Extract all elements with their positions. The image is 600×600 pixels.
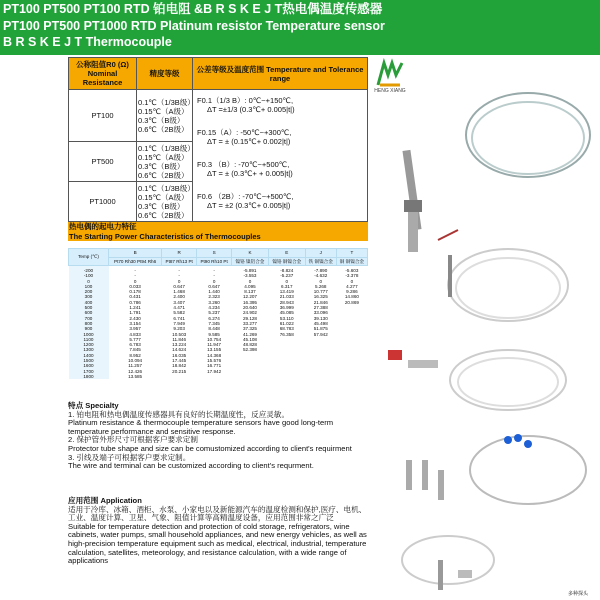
power-cell: 0 — [285, 278, 289, 284]
power-cell: 1100 — [83, 336, 94, 342]
power-cell: 1700 — [83, 368, 94, 374]
power-cell: 41.269 — [242, 331, 257, 337]
power-cell: 48.828 — [242, 342, 257, 348]
power-title-bar — [68, 222, 368, 241]
power-cell: 4.277 — [346, 283, 358, 289]
power-cell: 14.860 — [344, 294, 359, 300]
power-sub-b: Pt70 Rh30 Pt94 Rh6 — [109, 257, 162, 266]
probe-photo-3 — [388, 350, 566, 410]
power-cell: 16.395 — [242, 299, 257, 305]
power-cell: 16.771 — [207, 363, 222, 369]
model-pt1000: PT1000 — [69, 182, 137, 222]
power-cell: 500 — [84, 305, 93, 311]
power-col-s — [197, 266, 232, 380]
application-title: 应用范围 Application — [68, 496, 142, 505]
power-cell: 800 — [84, 320, 93, 326]
power-cell: 7.845 — [129, 347, 141, 353]
power-cell: - — [134, 268, 136, 273]
probe-photo-1 — [402, 93, 590, 252]
power-cell: 17.445 — [172, 358, 187, 364]
power-cell: 200 — [84, 289, 93, 295]
power-cell: 3.154 — [129, 320, 141, 326]
power-col-j — [305, 266, 336, 380]
power-cell — [197, 374, 232, 379]
power-header-j: J — [305, 249, 336, 258]
power-cell: -5.891 — [243, 268, 257, 273]
specialty-p2-cn: 2. 保护管外形尺寸可根据客户要求定制 — [68, 435, 198, 445]
power-cell: 57.942 — [313, 331, 328, 337]
power-cell: 0 — [248, 278, 252, 284]
power-cell — [268, 374, 305, 379]
power-sub-s: Pt90 Rh10 Pt — [197, 257, 232, 266]
range-cell: F0.1（1/3 B）: 0℃~+150℃, ΔT =±1/3 (0.3℃+ 0.005|t|) F0.15（A）: -50℃~+300℃, ΔT = ± (0.15℃+ 0.002|t|) F0.3 （B）: -70℃~+500℃, ΔT = ± (0.3℃+ + 0.005|t|) F0.6 （2B）: -70℃~+500℃, ΔT = ±2 (0.3℃+ 0.005|t|) — [193, 90, 368, 222]
power-cell: - — [178, 268, 180, 273]
power-cell: 24.902 — [242, 310, 257, 316]
power-sub-j: 铁 铜镍合金 — [305, 257, 336, 266]
banner-line-2: PT100 PT500 PT1000 RTD Platinum resistor Temperature sensor — [3, 19, 385, 33]
power-cell: 1.791 — [129, 310, 141, 316]
power-cell: 33.277 — [242, 320, 257, 326]
power-header-temp: Temp (℃) — [69, 249, 109, 266]
power-sub-k: 镍铬 镍铝合金 — [232, 257, 269, 266]
power-cell: 16.035 — [172, 352, 187, 358]
power-cell: 0.647 — [208, 283, 220, 289]
power-cell: 7.345 — [208, 320, 220, 326]
power-cell: 10.503 — [172, 331, 187, 337]
power-cell: 4.833 — [129, 331, 141, 337]
power-cell: -5.237 — [280, 273, 294, 279]
power-header-s: S — [197, 249, 232, 258]
power-cell: 10.777 — [313, 289, 328, 295]
power-cell: 1600 — [83, 363, 94, 369]
power-cell: -5.603 — [345, 268, 359, 273]
power-cell: 1200 — [83, 342, 94, 348]
application-en: Suitable for temperature detection and protection of cold storage, refrigerators, wine cabinets, water pumps, small household appliances, and new energy vehicles, as well as high-precision temperature equipment such as medical, electrical, industrial, temperature calculation, satellites, meteorology, and resistance calculation, with a wide range of applications — [68, 521, 367, 566]
power-cell: 13.224 — [172, 342, 187, 348]
power-cell: 1.440 — [208, 289, 220, 295]
power-cell: 21.033 — [279, 294, 294, 300]
power-cell: 9.203 — [173, 326, 185, 332]
power-cell: 3.957 — [129, 326, 141, 332]
power-cell: 0 — [87, 278, 90, 284]
power-cell: 300 — [84, 294, 93, 300]
power-cell: 0.178 — [129, 289, 141, 295]
power-cell: 20.215 — [172, 368, 187, 374]
power-sub-e: 镍铬 铜镍合金 — [268, 257, 305, 266]
power-cell: 27.388 — [313, 305, 328, 311]
power-cell: 0 — [319, 278, 323, 284]
power-cell: 400 — [84, 299, 93, 305]
power-col-t — [336, 266, 367, 380]
power-header-e: E — [268, 249, 305, 258]
power-cell: 2.400 — [173, 294, 185, 300]
banner-line-1: PT100 PT500 PT100 RTD 铂电阻 &B R S K E J T热电偶温度传感器 — [3, 2, 383, 16]
power-cell: 1.241 — [129, 305, 141, 311]
power-title-cn: 热电偶的起电力特征 — [69, 222, 137, 231]
power-cell: - — [178, 273, 180, 279]
power-cell: 45.108 — [242, 336, 257, 342]
power-cell — [305, 374, 336, 379]
power-cell: 0 — [133, 278, 137, 284]
power-cell: 15.576 — [207, 358, 222, 364]
power-cell: 18.842 — [172, 363, 187, 369]
power-cell: 51.875 — [313, 326, 328, 332]
power-header-r: R — [162, 249, 197, 258]
probe-photo-4 — [406, 434, 586, 504]
power-cell: 1500 — [83, 358, 94, 364]
tolerance-table — [68, 57, 368, 222]
specialty-p3-en: The wire and terminal can be customized according to client's requrment. — [68, 461, 314, 471]
power-cell — [232, 374, 269, 379]
power-col-r — [162, 266, 197, 380]
power-cell: 45.498 — [313, 320, 328, 326]
power-cell: -7.890 — [314, 268, 328, 273]
power-cell: 1.468 — [173, 289, 185, 295]
model-pt100: PT100 — [69, 90, 137, 142]
power-cell: 33.096 — [313, 310, 328, 316]
power-cell: 14.624 — [172, 347, 187, 353]
power-cell: 53.110 — [279, 315, 294, 321]
specialty-title: 特点 Specialty — [68, 401, 119, 410]
banner-line-3: B R S K E J T Thermocouple — [3, 35, 172, 49]
power-cell: 6.274 — [208, 315, 220, 321]
power-cell: - — [213, 268, 215, 273]
power-cell: 11.257 — [128, 363, 142, 369]
power-cell: 68.783 — [279, 326, 294, 332]
power-title-en: The Starting Power Characteristics of Thermocouples — [69, 231, 261, 241]
power-cell: 20.640 — [242, 305, 257, 311]
power-cell: 100 — [84, 283, 93, 289]
header-nominal: 公称阻值R0 (Ω) Nominal Resistance — [69, 58, 137, 90]
product-photos — [378, 60, 600, 600]
power-sub-t: 铜 铜镍合金 — [336, 257, 367, 266]
power-cell: 4.095 — [244, 283, 256, 289]
power-cell: 13.155 — [207, 347, 222, 353]
specialty-p2-en: Protector tube shape and size can be comustomized according to client's requirment — [68, 443, 352, 453]
power-table — [68, 248, 368, 379]
photo-caption: 多种探头 — [568, 591, 589, 597]
power-cell: 5.237 — [208, 310, 220, 316]
power-cell: 0 — [177, 278, 181, 284]
power-cell: 12.207 — [242, 294, 257, 300]
specialty-p3-cn: 3. 引线及端子可根据客户要求定制。 — [68, 452, 191, 462]
probe-photo-2 — [438, 230, 568, 321]
power-cell: 8.137 — [244, 289, 256, 295]
power-cell: 0.647 — [173, 283, 185, 289]
power-cell: 12.426 — [128, 368, 143, 374]
power-col-b — [109, 266, 162, 380]
power-cell: -3.378 — [345, 273, 359, 279]
power-cell: 600 — [84, 310, 93, 316]
power-cell — [162, 374, 197, 379]
specialty-p1-en: Platinum resistance & thermocouple temperature sensors have good long-term temperature performance and sensitive response. — [68, 418, 334, 436]
application-section — [68, 497, 368, 566]
power-cell: 29.128 — [242, 315, 257, 321]
power-cell: 1800 — [83, 373, 94, 379]
power-cell: 900 — [84, 326, 93, 332]
power-cell: 6.317 — [281, 283, 293, 289]
power-col-k — [232, 266, 269, 380]
power-cell: - — [134, 273, 136, 279]
power-cell: 9.585 — [208, 331, 220, 337]
power-cell: 10.754 — [207, 336, 222, 342]
grades-pt500: 0.1℃（1/3B级） 0.15℃（A级） 0.3℃（B级） 0.6℃（2B级） — [138, 143, 195, 180]
power-sub-r: Pt87 Rh13 Pt — [162, 257, 197, 266]
power-cell: 17.942 — [207, 368, 222, 374]
power-cell: 0.033 — [129, 283, 141, 289]
power-cell: 5.268 — [314, 283, 327, 289]
power-cell — [336, 374, 367, 379]
power-cell: 39.130 — [313, 315, 328, 321]
power-cell: 8.448 — [208, 326, 220, 332]
title-banner — [0, 0, 600, 55]
power-cell: 6.783 — [129, 342, 141, 348]
power-cell: 1000 — [83, 331, 94, 337]
power-cell: 0 — [350, 278, 354, 284]
power-header-b: B — [109, 249, 162, 258]
power-cell: 61.022 — [279, 320, 294, 326]
power-cell: 1400 — [83, 352, 94, 358]
power-cell: 6.741 — [173, 315, 185, 321]
power-cell: 3.260 — [208, 299, 220, 305]
power-cell: 1300 — [83, 347, 94, 353]
power-cell: 36.999 — [279, 305, 294, 311]
power-cell: 2.323 — [208, 294, 220, 300]
power-col-temp — [69, 266, 109, 380]
power-cell: 0 — [212, 278, 216, 284]
power-header-t: T — [336, 249, 367, 258]
power-cell: -200 — [83, 268, 94, 273]
power-cell: 3.407 — [173, 299, 185, 305]
power-cell: 4.471 — [173, 305, 185, 311]
power-cell: 5.582 — [173, 310, 185, 316]
power-cell: -100 — [83, 273, 94, 279]
power-header-k: K — [232, 249, 269, 258]
grades-pt100: 0.1℃（1/3B级） 0.15℃（A级） 0.3℃（B级） 0.6℃（2B级） — [137, 90, 193, 142]
power-cell: 20.869 — [344, 299, 359, 305]
power-cell: 10.094 — [128, 358, 143, 364]
model-pt500: PT500 — [69, 142, 137, 182]
header-range: 公差等级及温度范围 Temperature and Tolerance range — [193, 58, 368, 90]
power-cell: 4.234 — [208, 305, 220, 311]
application-cn: 适用于冷库、冰箱、酒柜、水泵、小家电以及新能源汽车的温度检测和保护,医疗、电机、工业、温度计算、卫星、气象、阻值计算等高精温度设备，应用范围非常之广泛 — [68, 504, 367, 523]
specialty-section — [68, 402, 368, 471]
power-cell: 76.358 — [279, 331, 294, 337]
power-cell: -4.632 — [314, 273, 328, 279]
power-cell: 13.585 — [128, 373, 143, 379]
grades-pt1000: 0.1℃（1/3B级） 0.15℃（A级） 0.3℃（B级） 0.6℃（2B级） — [138, 183, 195, 220]
power-cell: 16.325 — [313, 294, 328, 300]
power-cell: 7.949 — [173, 320, 185, 326]
power-cell: -3.553 — [243, 273, 257, 279]
power-cell: 5.777 — [129, 336, 141, 342]
brand-logo-text: HENG XIANG — [374, 88, 406, 94]
power-cell: 52.398 — [242, 347, 257, 353]
power-cell: 700 — [84, 315, 93, 321]
power-cell: 0.786 — [129, 299, 141, 305]
header-grade: 精度等级 — [137, 58, 193, 90]
power-cell: 28.943 — [279, 299, 294, 305]
power-cell: - — [213, 273, 215, 279]
power-cell: 8.952 — [129, 352, 141, 358]
power-cell: -8.824 — [280, 268, 294, 273]
power-cell: 11.947 — [207, 342, 221, 348]
power-cell: 0.431 — [129, 294, 141, 300]
power-cell: 2.430 — [129, 315, 141, 321]
power-cell: 11.846 — [172, 336, 187, 342]
power-cell: 9.286 — [346, 289, 358, 295]
power-col-e — [268, 266, 305, 380]
probe-photo-5 — [402, 536, 494, 590]
power-cell: 21.846 — [313, 299, 328, 305]
specialty-p1-cn: 1. 铂电阻和热电偶温度传感器具有良好的长期温度性，反应灵敏。 — [68, 409, 290, 419]
power-cell: 14.368 — [207, 352, 222, 358]
power-cell: 13.419 — [279, 289, 294, 295]
power-cell: 37.325 — [242, 326, 257, 332]
power-cell: 45.085 — [279, 310, 294, 316]
